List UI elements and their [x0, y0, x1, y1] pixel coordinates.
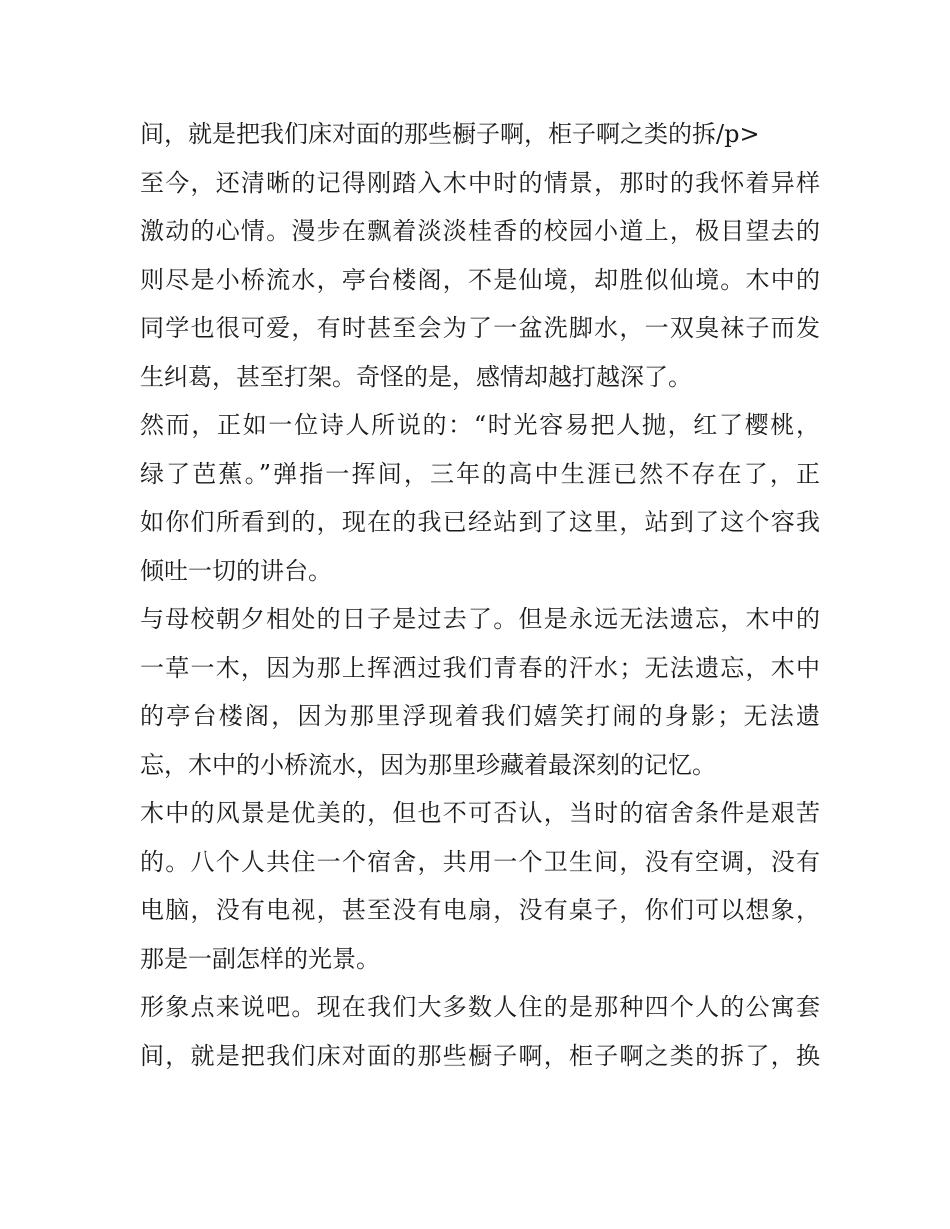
text-line: 同学也很可爱，有时甚至会为了一盆洗脚水，一双臭袜子而发	[140, 314, 820, 342]
text-line: 忘，木中的小桥流水，因为那里珍藏着最深刻的记忆。	[140, 750, 716, 779]
text-line: 那是一副怎样的光景。	[140, 944, 380, 973]
text-line: 间，就是把我们床对面的那些橱子啊，柜子啊之类的拆了，换	[140, 1041, 820, 1070]
text-line: 倾吐一切的讲台。	[140, 556, 332, 585]
text-line: 与母校朝夕相处的日子是过去了。但是永远无法遗忘，木中的	[140, 605, 820, 633]
document-body	[140, 110, 820, 1080]
text-line: 一草一木，因为那上挥洒过我们青春的汗水；无法遗忘，木中	[140, 653, 820, 682]
text-line: 电脑，没有电视，甚至没有电扇，没有桌子，你们可以想象，	[140, 896, 820, 924]
text-line: 生纠葛，甚至打架。奇怪的是，感情却越打越深了。	[140, 362, 692, 391]
text-line: 则尽是小桥流水，亭台楼阁，不是仙境，却胜似仙境。木中的	[140, 265, 820, 294]
text-line: 间，就是把我们床对面的那些橱子啊，柜子啊之类的拆/p>	[140, 120, 760, 148]
text-line: 的。八个人共住一个宿舍，共用一个卫生间，没有空调，没有	[140, 847, 820, 876]
text-line: 如你们所看到的，现在的我已经站到了这里，站到了这个容我	[140, 508, 820, 536]
text-line: 绿了芭蕉。”弹指一挥间，三年的高中生涯已然不存在了，正	[140, 459, 820, 488]
text-line: 至今，还清晰的记得刚踏入木中时的情景，那时的我怀着异样	[140, 168, 820, 197]
text-line: 形象点来说吧。现在我们大多数人住的是那种四个人的公寓套	[140, 993, 820, 1021]
text-line: 激动的心情。漫步在飘着淡淡桂香的校园小道上，极目望去的	[140, 217, 820, 245]
text-line: 然而，正如一位诗人所说的：“时光容易把人抛，红了樱桃，	[140, 411, 820, 439]
text-line: 木中的风景是优美的，但也不可否认，当时的宿舍条件是艰苦	[140, 799, 820, 827]
text-line: 的亭台楼阁，因为那里浮现着我们嬉笑打闹的身影；无法遗	[140, 702, 820, 730]
